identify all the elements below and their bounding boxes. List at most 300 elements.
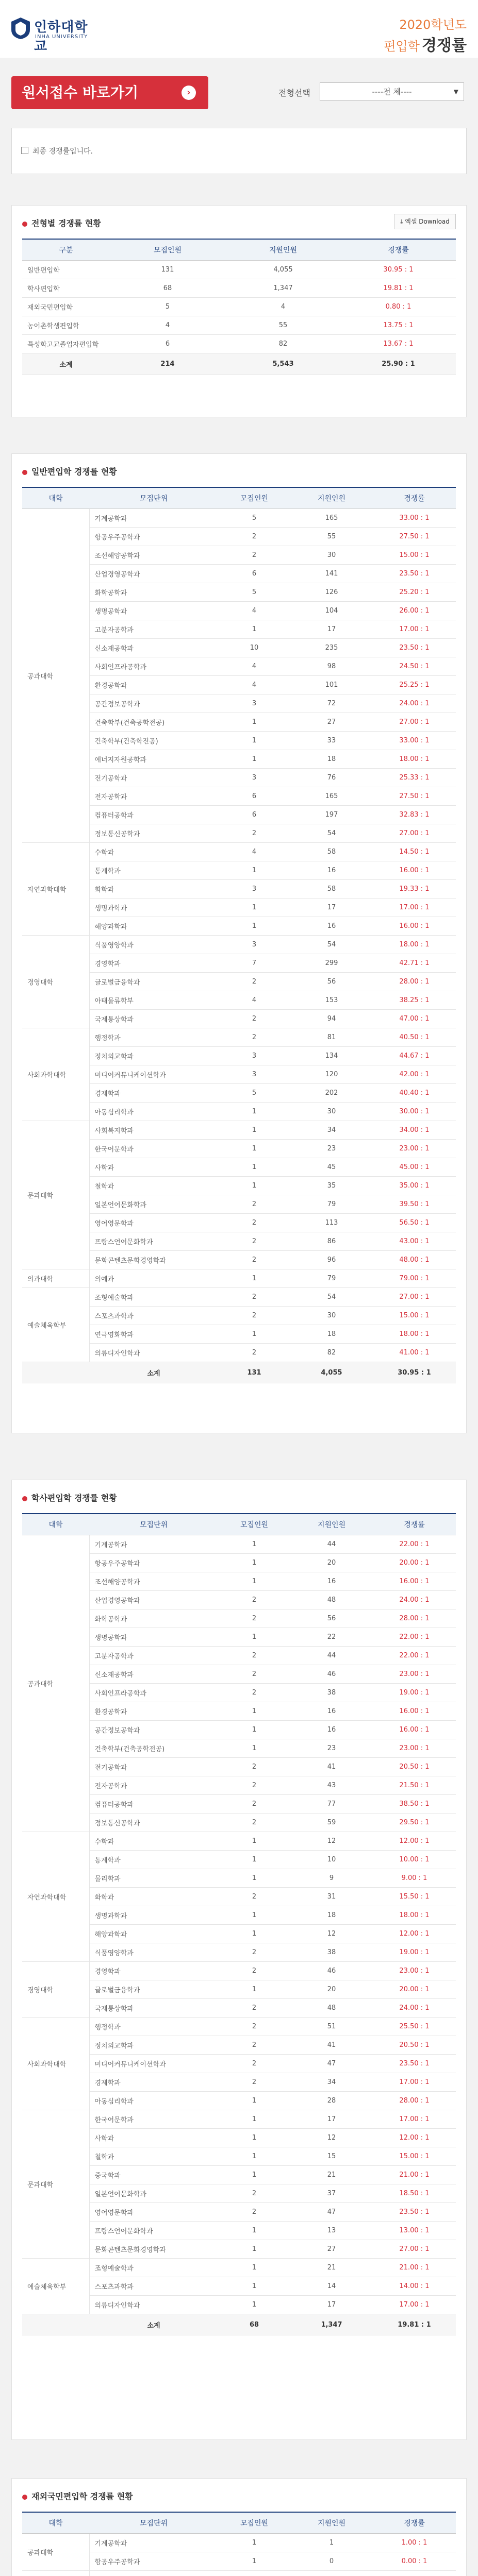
ratio-cell: 34.00 : 1: [373, 1121, 456, 1140]
ratio-cell: 12.00 : 1: [373, 1832, 456, 1851]
ratio-cell: 23.50 : 1: [373, 639, 456, 657]
department-cell: 아태물류학부: [89, 991, 218, 1010]
ratio-cell: 23.50 : 1: [373, 2203, 456, 2222]
count-cell: 1: [218, 861, 290, 880]
count-cell: 22: [290, 1628, 373, 1647]
ratio-cell: 15.00 : 1: [373, 2147, 456, 2166]
count-cell: 34: [290, 1121, 373, 1140]
count-cell: 2: [218, 1195, 290, 1214]
total-row: [22, 2314, 456, 2335]
department-cell: 미디어커뮤니케이션학과: [89, 2055, 218, 2073]
ratio-cell: 40.40 : 1: [373, 1084, 456, 1103]
count-cell: 1: [218, 917, 290, 936]
count-cell: 3: [218, 1047, 290, 1065]
ratio-cell: 18.00 : 1: [373, 750, 456, 769]
department-cell: 중국학과: [89, 2166, 218, 2184]
column-header: 경쟁률: [373, 487, 456, 509]
table-row: [22, 1832, 456, 1851]
count-cell: 153: [290, 991, 373, 1010]
table-row: [22, 2259, 456, 2277]
college-cell: 사회과학대학: [22, 1028, 89, 1121]
count-cell: 1: [218, 2552, 290, 2571]
ratio-cell: 0.00 : 1: [373, 2552, 456, 2571]
ratio-cell: 12.00 : 1: [373, 2129, 456, 2147]
ratio-cell: 18.00 : 1: [373, 1325, 456, 1344]
table-row: [22, 2110, 456, 2129]
count-cell: 1: [218, 2129, 290, 2147]
count-cell: 58: [290, 880, 373, 899]
column-header: 대학: [22, 487, 89, 509]
ratio-cell: 25.33 : 1: [373, 769, 456, 787]
table-row: [22, 1288, 456, 1307]
ratio-cell: 20.50 : 1: [373, 2036, 456, 2055]
ratio-cell: 21.00 : 1: [373, 2166, 456, 2184]
department-cell: 항공우주공학과: [89, 2552, 218, 2571]
ratio-cell: 15.50 : 1: [373, 1888, 456, 1906]
department-cell: 건축학부(건축학전공): [89, 732, 218, 750]
count-cell: 2: [218, 2055, 290, 2073]
count-cell: 2: [218, 1609, 290, 1628]
count-cell: 96: [290, 1251, 373, 1269]
value-cell: 68: [110, 279, 225, 298]
select-value: ----전 체----: [372, 87, 412, 96]
ratio-cell: 1.00 : 1: [373, 2534, 456, 2552]
count-cell: 45: [290, 1158, 373, 1177]
arrow-right-icon: ›: [182, 86, 196, 100]
value-cell: 6: [110, 335, 225, 353]
table-header-row: [22, 2512, 456, 2534]
department-cell: 문화콘텐츠문화경영학과: [89, 1251, 218, 1269]
department-cell: 문화콘텐츠문화경영학과: [89, 2240, 218, 2259]
count-cell: 3: [218, 936, 290, 954]
department-cell: 사학과: [89, 2129, 218, 2147]
count-cell: 16: [290, 1572, 373, 1591]
department-cell: 의예과: [89, 1269, 218, 1288]
count-cell: 7: [218, 954, 290, 973]
count-cell: 41: [290, 1758, 373, 1776]
count-cell: 1: [218, 899, 290, 917]
college-cell: 예술체육학부: [22, 1288, 89, 1362]
column-header: 모집인원: [218, 1514, 290, 1535]
department-cell: 국제통상학과: [89, 1999, 218, 2018]
count-cell: 17: [290, 2110, 373, 2129]
count-cell: 17: [290, 620, 373, 639]
count-cell: 2: [218, 1665, 290, 1684]
count-cell: 44: [290, 1535, 373, 1554]
table-row: [22, 936, 456, 954]
count-cell: 6: [218, 806, 290, 824]
count-cell: 2: [218, 1758, 290, 1776]
ratio-cell: 17.00 : 1: [373, 2073, 456, 2092]
count-cell: 1: [218, 2092, 290, 2110]
count-cell: 6: [218, 565, 290, 583]
type-name-cell: 재외국민편입학: [22, 298, 110, 316]
value-cell: 55: [225, 316, 341, 335]
department-cell: 조선해양공학과: [89, 546, 218, 565]
table-row: [22, 2571, 456, 2576]
department-cell: 아동심리학과: [89, 1103, 218, 1121]
count-cell: 34: [290, 2073, 373, 2092]
count-cell: 2: [218, 1795, 290, 1814]
count-cell: 2: [218, 1010, 290, 1028]
department-cell: 일본언어문화학과: [89, 1195, 218, 1214]
department-cell: 경제학과: [89, 1084, 218, 1103]
table-header-row: [22, 239, 456, 261]
section-title-text: 전형별 경쟁률 현황: [31, 218, 101, 228]
count-cell: 134: [290, 1047, 373, 1065]
count-cell: 1: [218, 1269, 290, 1288]
count-cell: 17: [290, 2296, 373, 2314]
count-cell: 2: [218, 2203, 290, 2222]
bullet-icon: [22, 222, 27, 227]
count-cell: 12: [290, 1925, 373, 1943]
ratio-cell: 23.00 : 1: [373, 1962, 456, 1980]
count-cell: 47: [290, 2055, 373, 2073]
ratio-cell: 27.50 : 1: [373, 528, 456, 546]
section-title: [22, 1492, 117, 1503]
column-header: 모집인원: [218, 487, 290, 509]
count-cell: 23: [290, 1140, 373, 1158]
column-header: 지원인원: [290, 1514, 373, 1535]
department-cell: 행정학과: [89, 2018, 218, 2036]
ratio-cell: 23.50 : 1: [373, 2055, 456, 2073]
chevron-down-icon: ▼: [453, 88, 458, 95]
value-cell: 1,347: [225, 279, 341, 298]
notice-text: 최종 경쟁률입니다.: [32, 147, 93, 156]
department-cell: 미디어커뮤니케이션학과: [89, 1065, 218, 1084]
department-cell: 생명공학과: [89, 1628, 218, 1647]
count-cell: 1: [290, 2534, 373, 2552]
table-row: [22, 1269, 456, 1288]
ratio-cell: 16.00 : 1: [373, 861, 456, 880]
count-cell: 30: [290, 1103, 373, 1121]
download-icon: ⤓: [400, 218, 405, 225]
count-cell: 21: [290, 2259, 373, 2277]
department-cell: 영어영문학과: [89, 2203, 218, 2222]
department-cell: 전자공학과: [89, 1776, 218, 1795]
ratio-cell: 56.50 : 1: [373, 1214, 456, 1232]
count-cell: 1: [218, 750, 290, 769]
count-cell: 2: [218, 1684, 290, 1702]
count-cell: 113: [290, 1214, 373, 1232]
department-cell: 산업경영공학과: [89, 565, 218, 583]
department-cell: 프랑스언어문화학과: [89, 1232, 218, 1251]
count-cell: 27: [290, 2240, 373, 2259]
ratio-cell: 16.00 : 1: [373, 1702, 456, 1721]
department-cell: 컴퓨터공학과: [89, 806, 218, 824]
ratio-cell: 23.00 : 1: [373, 1140, 456, 1158]
college-cell: 자연과학대학: [22, 1832, 89, 1962]
department-cell: 고분자공학과: [89, 620, 218, 639]
checkbox-icon: [21, 147, 28, 154]
count-cell: 9: [290, 1869, 373, 1888]
count-cell: 37: [290, 2184, 373, 2203]
table-row: [22, 298, 456, 316]
column-header: 경쟁률: [341, 239, 456, 261]
type-name-cell: 일반편입학: [22, 261, 110, 279]
ratio-cell: 17.00 : 1: [373, 2296, 456, 2314]
count-cell: 20: [290, 1554, 373, 1572]
count-cell: 6: [218, 787, 290, 806]
count-cell: 1: [218, 1535, 290, 1554]
college-cell: 의과대학: [22, 1269, 89, 1288]
count-cell: 98: [290, 657, 373, 676]
count-cell: 1: [218, 1140, 290, 1158]
count-cell: 77: [290, 1795, 373, 1814]
value-cell: 131: [110, 261, 225, 279]
count-cell: 2: [218, 1888, 290, 1906]
department-cell: 글로벌금융학과: [89, 1980, 218, 1999]
table-row: [22, 843, 456, 861]
table-row: [22, 1962, 456, 1980]
department-cell: 공간정보공학과: [89, 694, 218, 713]
summary-table: [22, 239, 456, 375]
column-header: 경쟁률: [373, 2512, 456, 2534]
total-cell: 소계: [89, 1362, 218, 1383]
count-cell: 10: [218, 639, 290, 657]
title-year: 2020학년도: [399, 18, 467, 32]
ratio-cell: 19.00 : 1: [373, 1943, 456, 1962]
count-cell: 1: [218, 1980, 290, 1999]
count-cell: 1: [218, 1925, 290, 1943]
column-header: 모집단위: [89, 487, 218, 509]
department-cell: 신소재공학과: [89, 1665, 218, 1684]
value-cell: 5: [110, 298, 225, 316]
ratio-cell: 17.00 : 1: [373, 2110, 456, 2129]
table-row: [22, 279, 456, 298]
table-row: [22, 1028, 456, 1047]
college-cell: 예술체육학부: [22, 2259, 89, 2314]
column-header: 구분: [22, 239, 110, 261]
ratio-cell: 15.00 : 1: [373, 546, 456, 565]
count-cell: 54: [290, 936, 373, 954]
page-title: [384, 14, 467, 55]
table-row: [22, 2018, 456, 2036]
count-cell: 2: [218, 973, 290, 991]
value-cell: 82: [225, 335, 341, 353]
department-cell: 식품영양학과: [89, 936, 218, 954]
department-cell: 전기공학과: [89, 1758, 218, 1776]
count-cell: 4: [218, 676, 290, 694]
department-cell: 사회인프라공학과: [89, 1684, 218, 1702]
count-cell: 12: [290, 1832, 373, 1851]
department-cell: 영어영문학과: [89, 1214, 218, 1232]
department-cell: 화학과: [89, 880, 218, 899]
department-cell: 정치외교학과: [89, 2036, 218, 2055]
type-name-cell: 농어촌학생편입학: [22, 316, 110, 335]
apply-button[interactable]: [11, 76, 208, 109]
count-cell: 30: [290, 1307, 373, 1325]
count-cell: 2: [218, 1288, 290, 1307]
count-cell: 126: [290, 583, 373, 602]
column-header: 모집인원: [218, 2512, 290, 2534]
column-header: 대학: [22, 1514, 89, 1535]
ratio-cell: 16.00 : 1: [373, 1721, 456, 1739]
total-cell: 1,347: [290, 2314, 373, 2335]
total-row: [22, 353, 456, 375]
department-cell: 신소재공학과: [89, 639, 218, 657]
count-cell: 79: [290, 1195, 373, 1214]
title-prefix: 편입학: [384, 39, 420, 54]
count-cell: 2: [218, 1307, 290, 1325]
count-cell: 4: [218, 657, 290, 676]
department-cell: 건축학부(건축공학전공): [89, 713, 218, 732]
count-cell: 5: [218, 583, 290, 602]
ratio-cell: 23.00 : 1: [373, 1739, 456, 1758]
count-cell: 1: [218, 1177, 290, 1195]
total-cell: 68: [218, 2314, 290, 2335]
count-cell: 4: [218, 991, 290, 1010]
ratio-cell: 12.00 : 1: [373, 1925, 456, 1943]
department-cell: 수학과: [89, 843, 218, 861]
ratio-cell: 18.00 : 1: [373, 1906, 456, 1925]
department-cell: 국제통상학과: [89, 1010, 218, 1028]
bullet-icon: [22, 470, 27, 475]
department-cell: 해양과학과: [89, 1925, 218, 1943]
department-cell: 기계공학과: [89, 2534, 218, 2552]
count-cell: 31: [290, 1888, 373, 1906]
count-cell: 165: [290, 509, 373, 528]
count-cell: 1: [218, 1103, 290, 1121]
department-cell: 행정학과: [89, 1028, 218, 1047]
count-cell: 16: [290, 1721, 373, 1739]
department-cell: 건축학부(건축공학전공): [89, 1739, 218, 1758]
apply-button-label: 원서접수 바로가기: [22, 84, 139, 101]
count-cell: 56: [290, 1609, 373, 1628]
value-cell: 0.80 : 1: [341, 298, 456, 316]
count-cell: 120: [290, 1065, 373, 1084]
admission-type-select[interactable]: [320, 82, 464, 101]
ratio-cell: 38.25 : 1: [373, 991, 456, 1010]
count-cell: 1: [218, 2259, 290, 2277]
type-name-cell: 특성화고교졸업자편입학: [22, 335, 110, 353]
ratio-cell: 79.00 : 1: [373, 1269, 456, 1288]
total-cell: 19.81 : 1: [373, 2314, 456, 2335]
college-cell: 공과대학: [22, 2534, 89, 2571]
count-cell: 1: [218, 1851, 290, 1869]
ratio-cell: 45.00 : 1: [373, 1158, 456, 1177]
ratio-cell: 23.00 : 1: [373, 1665, 456, 1684]
column-header: 모집단위: [89, 1514, 218, 1535]
total-cell: 30.95 : 1: [373, 1362, 456, 1383]
section-title: [22, 217, 101, 229]
ratio-cell: 42.71 : 1: [373, 954, 456, 973]
university-logo[interactable]: [10, 13, 98, 54]
ratio-cell: 24.50 : 1: [373, 657, 456, 676]
count-cell: 2: [218, 546, 290, 565]
department-cell: 의류디자인학과: [89, 1344, 218, 1362]
select-label: 전형선택: [278, 88, 310, 98]
ratio-cell: 39.50 : 1: [373, 1195, 456, 1214]
department-cell: 통계학과: [89, 861, 218, 880]
department-cell: 산업경영공학과: [89, 1591, 218, 1609]
table-header-row: [22, 487, 456, 509]
department-cell: 에너지자원공학과: [89, 750, 218, 769]
excel-download-button[interactable]: [394, 214, 456, 229]
count-cell: 2: [218, 2036, 290, 2055]
count-cell: 13: [290, 2222, 373, 2240]
count-cell: 1: [218, 1325, 290, 1344]
logo-korean: 인하대학교: [34, 20, 88, 54]
ratio-cell: 19.00 : 1: [373, 1684, 456, 1702]
count-cell: 20: [290, 1980, 373, 1999]
value-cell: 4,055: [225, 261, 341, 279]
ratio-cell: 33.00 : 1: [373, 732, 456, 750]
download-label: 엑셀 Download: [405, 218, 450, 225]
count-cell: 1: [218, 2222, 290, 2240]
ratio-cell: 26.00 : 1: [373, 602, 456, 620]
ratio-cell: 32.83 : 1: [373, 806, 456, 824]
section-title-text: 일반편입학 경쟁률 현황: [31, 467, 117, 477]
transfer-table: [22, 1513, 456, 2335]
total-cell: 214: [110, 353, 225, 375]
count-cell: 43: [290, 1776, 373, 1795]
department-cell: 생명과학과: [89, 899, 218, 917]
department-cell: 경영학과: [89, 954, 218, 973]
value-cell: 4: [110, 316, 225, 335]
count-cell: 3: [218, 769, 290, 787]
ratio-cell: 24.00 : 1: [373, 1591, 456, 1609]
count-cell: 38: [290, 1943, 373, 1962]
count-cell: [290, 2571, 373, 2576]
count-cell: 94: [290, 1010, 373, 1028]
ratio-cell: 20.00 : 1: [373, 1554, 456, 1572]
college-cell: 공과대학: [22, 1535, 89, 1832]
college-cell: 공과대학: [22, 509, 89, 843]
total-cell: 5,543: [225, 353, 341, 375]
count-cell: 18: [290, 1325, 373, 1344]
count-cell: 59: [290, 1814, 373, 1832]
count-cell: 2: [218, 824, 290, 843]
count-cell: 1: [218, 713, 290, 732]
count-cell: 17: [290, 899, 373, 917]
count-cell: 16: [290, 917, 373, 936]
count-cell: 235: [290, 639, 373, 657]
ratio-cell: 44.67 : 1: [373, 1047, 456, 1065]
count-cell: 21: [290, 2166, 373, 2184]
count-cell: 14: [290, 2277, 373, 2296]
college-cell: 사회과학대학: [22, 2018, 89, 2110]
count-cell: 165: [290, 787, 373, 806]
column-header: 모집단위: [89, 2512, 218, 2534]
count-cell: 46: [290, 1962, 373, 1980]
logo-english: INHA UNIVERSITY: [35, 34, 88, 40]
ratio-cell: 20.00 : 1: [373, 1980, 456, 1999]
count-cell: 2: [218, 1943, 290, 1962]
total-spacer-cell: [22, 1362, 89, 1383]
count-cell: 101: [290, 676, 373, 694]
ratio-cell: 47.00 : 1: [373, 1010, 456, 1028]
count-cell: 1: [218, 1869, 290, 1888]
count-cell: 141: [290, 565, 373, 583]
ratio-cell: 28.00 : 1: [373, 1609, 456, 1628]
count-cell: 1: [218, 2296, 290, 2314]
count-cell: 10: [290, 1851, 373, 1869]
total-cell: 4,055: [290, 1362, 373, 1383]
table-row: [22, 509, 456, 528]
count-cell: 1: [218, 2166, 290, 2184]
department-cell: 기계공학과: [89, 509, 218, 528]
total-cell: 소계: [22, 353, 110, 375]
department-cell: 스포츠과학과: [89, 2277, 218, 2296]
count-cell: 1: [218, 732, 290, 750]
department-cell: 아동심리학과: [89, 2092, 218, 2110]
department-cell: 전자공학과: [89, 787, 218, 806]
count-cell: 2: [218, 1999, 290, 2018]
bullet-icon: [22, 1496, 27, 1501]
total-cell: 25.90 : 1: [341, 353, 456, 375]
count-cell: 1: [218, 1121, 290, 1140]
